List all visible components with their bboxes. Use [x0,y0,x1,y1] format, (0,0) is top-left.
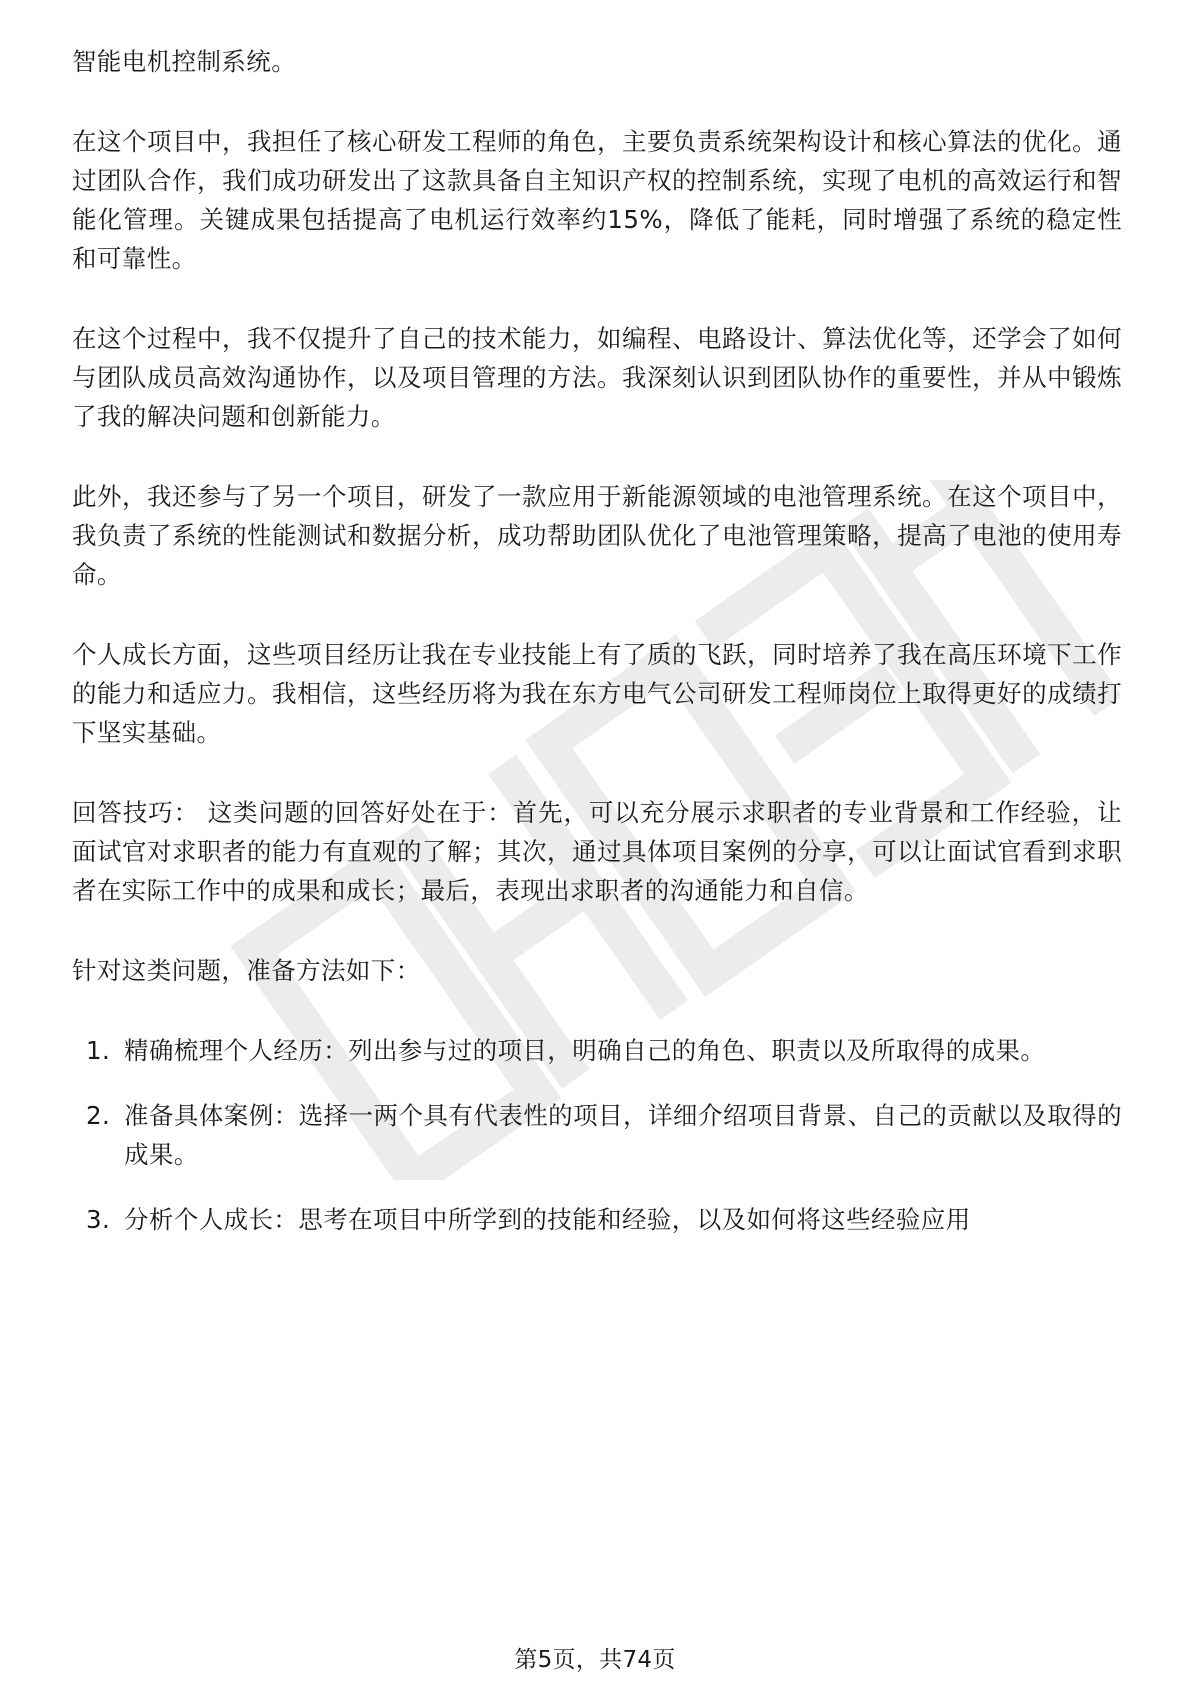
paragraph-answer-tips: 回答技巧： 这类问题的回答好处在于：首先，可以充分展示求职者的专业背景和工作经验，让面试官对求职者的能力有直观的了解；其次，通过具体项目案例的分享，可以让面试官看到求职者在实际工作中的成果和成长；最后，表现出求职者的沟通能力和自信。 [72,798,1122,905]
paragraph-project-role: 在这个项目中，我担任了核心研发工程师的角色，主要负责系统架构设计和核心算法的优化。通过团队合作，我们成功研发出了这款具备自主知识产权的控制系统，实现了电机的高效运行和智能化管理。关键成果包括提高了电机运行效率约15%，降低了能耗，同时增强了系统的稳定性和可靠性。 [72,127,1122,273]
paragraph-battery-project: 此外，我还参与了另一个项目，研发了一款应用于新能源领域的电池管理系统。在这个项目中，我负责了系统的性能测试和数据分析，成功帮助团队优化了电池管理策略，提高了电池的使用寿命。 [72,482,1122,589]
list-item-text: 分析个人成长：思考在项目中所学到的技能和经验，以及如何将这些经验应用 [124,1205,971,1234]
page-footer: 第5页，共74页 [514,1647,676,1673]
list-number: 3. [86,1205,111,1234]
paragraph-intro: 智能电机控制系统。 [72,47,297,76]
paragraph-prep-intro: 针对这类问题，准备方法如下： [72,956,421,985]
list-number: 1. [86,1036,111,1065]
list-item-text: 准备具体案例：选择一两个具有代表性的项目，详细介绍项目背景、自己的贡献以及取得的成果。 [124,1101,1122,1169]
list-item [72,1096,1122,1174]
paragraph-growth: 在这个过程中，我不仅提升了自己的技术能力，如编程、电路设计、算法优化等，还学会了如何与团队成员高效沟通协作，以及项目管理的方法。我深刻认识到团队协作的重要性，并从中锻炼了我的解决问题和创新能力。 [72,324,1122,431]
content [72,42,1122,1265]
list-item [72,1031,1122,1070]
list-number: 2. [86,1101,111,1130]
prep-method-list [72,1031,1122,1239]
paragraph-personal-growth: 个人成长方面，这些项目经历让我在专业技能上有了质的飞跃，同时培养了我在高压环境下工作的能力和适应力。我相信，这些经历将为我在东方电气公司研发工程师岗位上取得更好的成绩打下坚实基础。 [72,640,1122,747]
list-item-text: 精确梳理个人经历：列出参与过的项目，明确自己的角色、职责以及所取得的成果。 [124,1036,1046,1065]
list-item [72,1200,1122,1239]
